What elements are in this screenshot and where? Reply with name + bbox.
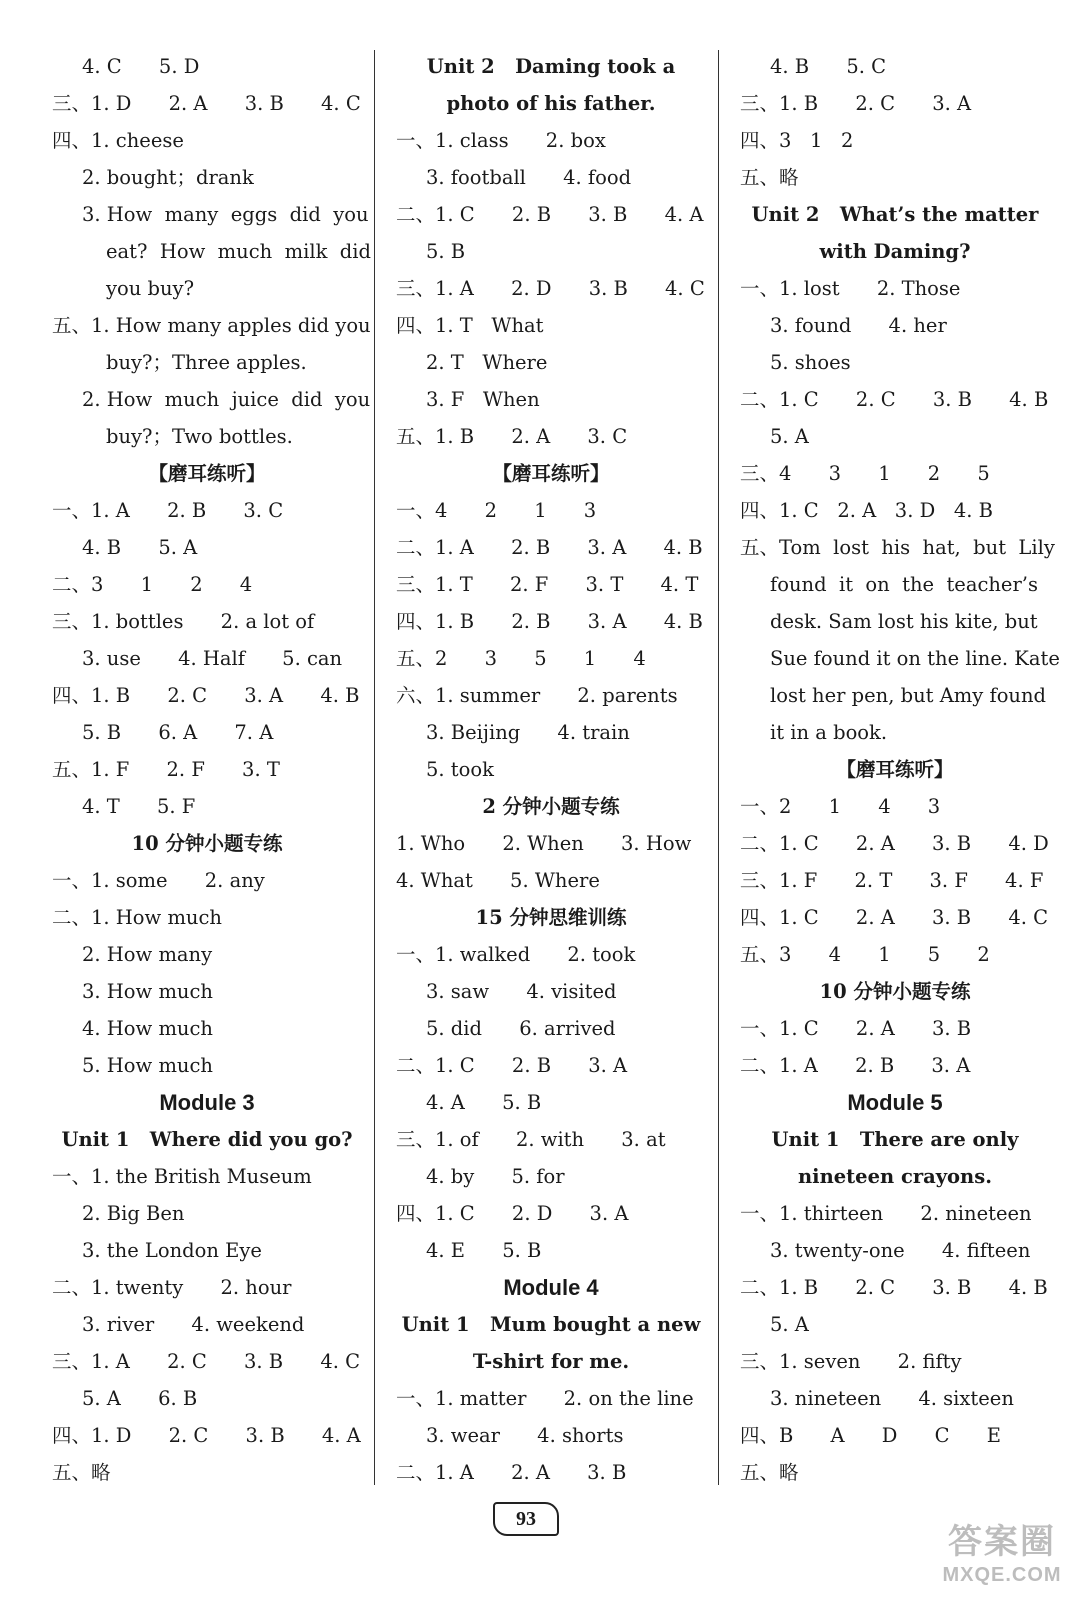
answer-line: 三、1. bottles 2. a lot of	[52, 610, 315, 633]
answer-line: 3. the London Eye	[82, 1239, 262, 1262]
answer-line: 2. How much juice did you	[82, 388, 371, 411]
answer-line: 一、1. the British Museum	[52, 1165, 312, 1188]
answer-line: 4. C 5. D	[82, 55, 200, 78]
answer-line: buy?；Two bottles.	[106, 425, 293, 448]
answer-line: 3. nineteen 4. sixteen	[770, 1387, 1014, 1410]
section-heading: T-shirt for me.	[472, 1350, 630, 1373]
section-heading: with Daming?	[819, 240, 971, 263]
answer-line: 五、1. F 2. F 3. T	[52, 758, 280, 781]
answer-line: 3. saw 4. visited	[426, 980, 617, 1003]
answer-line: 5. B	[426, 240, 466, 263]
answer-line: 2. T Where	[426, 351, 548, 374]
answer-line: 二、1. C 2. A 3. B 4. D	[740, 832, 1049, 855]
answer-line: 五、1. How many apples did you	[52, 314, 371, 337]
section-heading: photo of his father.	[446, 92, 656, 115]
answer-line: 4. B 5. A	[82, 536, 198, 559]
section-heading: 10 分钟小题专练	[819, 980, 971, 1003]
answer-line: 四、1. C 2. D 3. A	[396, 1202, 629, 1225]
column-divider	[374, 50, 375, 1485]
answer-line: 三、4 3 1 2 5	[740, 462, 990, 485]
answer-line: 一、1. matter 2. on the line	[396, 1387, 694, 1410]
answer-line: found it on the teacher’s	[770, 573, 1039, 596]
section-heading: Unit 2 Daming took a	[426, 55, 676, 78]
answer-line: 3. river 4. weekend	[82, 1313, 305, 1336]
answer-column-left	[52, 48, 371, 1491]
answer-line: 5. A	[770, 425, 809, 448]
answer-line: 一、1. lost 2. Those	[740, 277, 961, 300]
answer-line: 五、略	[740, 166, 799, 189]
answer-line: 四、1. cheese	[52, 129, 184, 152]
answer-line: 三、1. D 2. A 3. B 4. C	[52, 92, 361, 115]
answer-line: 4. by 5. for	[426, 1165, 565, 1188]
answer-line: 五、略	[52, 1461, 111, 1484]
answer-line: 四、1. B 2. B 3. A 4. B	[396, 610, 703, 633]
answer-line: 4. How much	[82, 1017, 213, 1040]
answer-line: 5. did 6. arrived	[426, 1017, 616, 1040]
section-heading: Unit 1 There are only	[771, 1128, 1019, 1151]
answer-line: 3. use 4. Half 5. can	[82, 647, 343, 670]
section-heading: Unit 1 Mum bought a new	[401, 1313, 701, 1336]
answer-line: 一、1. walked 2. took	[396, 943, 636, 966]
answer-column-right	[740, 48, 1060, 1491]
page-number: 93	[493, 1502, 559, 1536]
answer-line: 五、Tom lost his hat, but Lily	[740, 536, 1055, 559]
answer-line: 四、1. C 2. A 3. B 4. C	[740, 906, 1049, 929]
answer-line: 5. A	[770, 1313, 809, 1336]
answer-line: 三、1. A 2. C 3. B 4. C	[52, 1350, 361, 1373]
answer-line: 一、1. A 2. B 3. C	[52, 499, 284, 522]
answer-line: 四、1. B 2. C 3. A 4. B	[52, 684, 360, 707]
section-heading: Module 4	[503, 1275, 599, 1300]
answer-line: 四、1. T What	[396, 314, 544, 337]
answer-line: 4. What 5. Where	[396, 869, 600, 892]
answer-line: 三、1. B 2. C 3. A	[740, 92, 972, 115]
answer-line: 3. Beijing 4. train	[426, 721, 630, 744]
answer-line: lost her pen, but Amy found	[770, 684, 1047, 707]
answer-line: 四、B A D C E	[740, 1424, 1001, 1447]
answer-line: 一、1. thirteen 2. nineteen	[740, 1202, 1032, 1225]
answer-line: 4. E 5. B	[426, 1239, 542, 1262]
answer-line: 五、1. B 2. A 3. C	[396, 425, 628, 448]
answer-line: 3. F When	[426, 388, 540, 411]
answer-line: 一、2 1 4 3	[740, 795, 941, 818]
answer-line: 二、1. twenty 2. hour	[52, 1276, 292, 1299]
answer-line: 二、1. C 2. C 3. B 4. B	[740, 388, 1049, 411]
column-divider	[718, 50, 719, 1485]
answer-line: 二、1. C 2. B 3. A	[396, 1054, 628, 1077]
answer-line: 五、略	[740, 1461, 799, 1484]
answer-line: 一、1. some 2. any	[52, 869, 265, 892]
watermark-logo: 答案圈 MXQE.COM	[942, 1523, 1062, 1586]
answer-line: 二、1. C 2. B 3. B 4. A	[396, 203, 704, 226]
answer-line: 五、3 4 1 5 2	[740, 943, 990, 966]
section-heading: Module 3	[159, 1090, 255, 1115]
answer-line: 二、1. How much	[52, 906, 222, 929]
answer-line: 5. took	[426, 758, 494, 781]
answer-line: 3. wear 4. shorts	[426, 1424, 624, 1447]
section-heading: nineteen crayons.	[797, 1165, 993, 1188]
answer-line: 三、1. of 2. with 3. at	[396, 1128, 666, 1151]
section-heading: Module 5	[847, 1090, 943, 1115]
answer-line: 3. How many eggs did you	[82, 203, 369, 226]
answer-line: 一、1. class 2. box	[396, 129, 606, 152]
answer-line: 2. How many	[82, 943, 213, 966]
section-heading: 15 分钟思维训练	[475, 906, 627, 929]
answer-line: 五、2 3 5 1 4	[396, 647, 646, 670]
section-heading: 10 分钟小题专练	[131, 832, 283, 855]
section-heading: 【磨耳练听】	[836, 758, 954, 781]
answer-line: 3. found 4. her	[770, 314, 947, 337]
answer-line: eat? How much milk did	[106, 240, 371, 263]
answer-line: 三、1. seven 2. fifty	[740, 1350, 962, 1373]
answer-line: buy?；Three apples.	[106, 351, 307, 374]
answer-line: 4. A 5. B	[426, 1091, 542, 1114]
answer-line: 一、1. C 2. A 3. B	[740, 1017, 972, 1040]
answer-line: 三、1. F 2. T 3. F 4. F	[740, 869, 1044, 892]
answer-line: 二、3 1 2 4	[52, 573, 253, 596]
answer-line: 三、1. T 2. F 3. T 4. T	[396, 573, 699, 596]
answer-line: 三、1. A 2. D 3. B 4. C	[396, 277, 705, 300]
answer-line: Sue found it on the line. Kate	[770, 647, 1060, 670]
answer-line: 二、1. A 2. A 3. B	[396, 1461, 627, 1484]
answer-line: 2. bought；drank	[82, 166, 254, 189]
answer-line: 4. T 5. F	[82, 795, 196, 818]
answer-line: 二、1. B 2. C 3. B 4. B	[740, 1276, 1048, 1299]
answer-line: 3. football 4. food	[426, 166, 632, 189]
answer-line: 四、1. D 2. C 3. B 4. A	[52, 1424, 361, 1447]
section-heading: 【磨耳练听】	[492, 462, 610, 485]
answer-line: 5. A 6. B	[82, 1387, 198, 1410]
answer-line: it in a book.	[770, 721, 888, 744]
answer-line: 5. B 6. A 7. A	[82, 721, 274, 744]
answer-column-middle	[396, 48, 706, 1491]
answer-line: 3. How much	[82, 980, 213, 1003]
answer-line: 四、1. C 2. A 3. D 4. B	[740, 499, 993, 522]
answer-line: 2. Big Ben	[82, 1202, 185, 1225]
answer-line: 一、4 2 1 3	[396, 499, 597, 522]
answer-line: 二、1. A 2. B 3. A 4. B	[396, 536, 703, 559]
answer-line: 1. Who 2. When 3. How	[396, 832, 692, 855]
answer-line: 5. shoes	[770, 351, 851, 374]
answer-line: 二、1. A 2. B 3. A	[740, 1054, 971, 1077]
section-heading: 2 分钟小题专练	[482, 795, 620, 818]
answer-line: 4. B 5. C	[770, 55, 887, 78]
answer-line: desk. Sam lost his kite, but	[770, 610, 1038, 633]
answer-line: 六、1. summer 2. parents	[396, 684, 678, 707]
answer-line: 5. How much	[82, 1054, 213, 1077]
answer-line: 3. twenty-one 4. fifteen	[770, 1239, 1031, 1262]
section-heading: Unit 2 What’s the matter	[751, 203, 1039, 226]
section-heading: 【磨耳练听】	[148, 462, 266, 485]
answer-line: you buy?	[106, 277, 195, 300]
section-heading: Unit 1 Where did you go?	[61, 1128, 353, 1151]
answer-line: 四、3 1 2	[740, 129, 854, 152]
